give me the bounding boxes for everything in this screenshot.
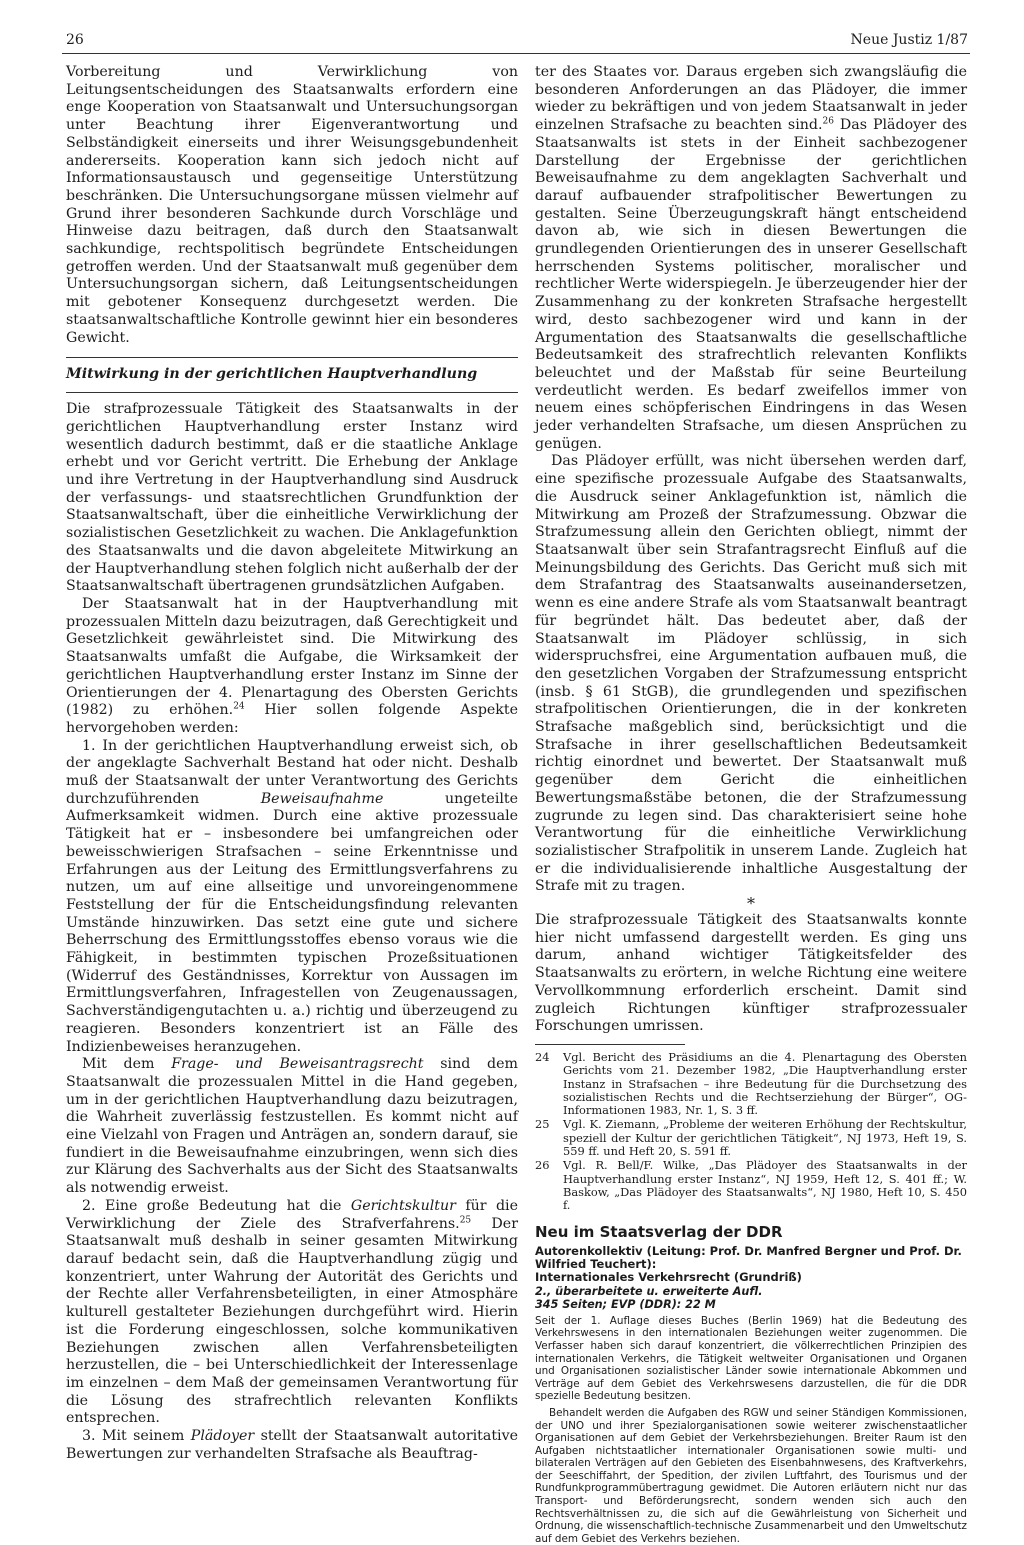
text-run: für die Verwirklichung der Ziele des Strafverfahrens. — [66, 1197, 518, 1232]
paragraph-question-rights — [66, 1056, 518, 1198]
paragraph-prosecution: Die strafprozessuale Tätigkeit des Staatsanwalts in der gerichtlichen Hauptverhandlung erster Instanz wird wesentlich dadurch bestimmt, daß er die staatliche Anklage erhebt und vor Gericht vertritt. Die Erhebung der Anklage und ihre Vertretung in der Hauptverhandlung sind Ausdruck der verfassungs- und staatsrechtlichen Grundfunktion der Staatsanwaltschaft, über die einheitliche Verwirklichung der sozialistischen Gesetzlichkeit zu wachen. Die Anklagefunktion des Staatsanwalts und die davon abgeleitete Mitwirkung an der Hauptverhandlung stehen folglich nicht außerhalb der der Staatsanwaltschaft übertragenen grundsätzlichen Aufgaben. — [66, 401, 518, 595]
footnote-number: 24 — [535, 1049, 550, 1064]
footnote — [535, 1051, 967, 1117]
right-column — [535, 64, 967, 1545]
paragraph-participation — [66, 596, 518, 738]
text-run: ter des Staates vor. Daraus ergeben sich zwangsläufig die besonderen Anforderungen an das Plädoyer, die immer wieder zu bekräftigen und von jedem Staatsanwalt in jeder einzelnen Strafsache zu beachten sind. — [535, 64, 967, 134]
text-run: Der Staatsanwalt hat in der Hauptverhandlung mit prozessualen Mitteln dazu beizutragen, daß Gerechtigkeit und Gesetzlichkeit gewährleistet sind. Die Mitwirkung des Staatsanwalts umfaßt die Aufgabe, die Wirksamkeit der gerichtlichen Hauptverhandlung erster Instanz im Sinne der Orientierungen der 4. Plenartagung des Obersten Gerichts (1982) zu erhöhen. — [66, 595, 518, 719]
header-rule — [62, 53, 970, 54]
emphasis: Plädoyer — [190, 1428, 255, 1445]
book-title: Internationales Verkehrsrecht (Grundriß) — [535, 1270, 802, 1285]
paragraph-sentencing: Das Plädoyer erfüllt, was nicht übersehen werden darf, eine spezifische prozessuale Aufgabe des Staatsanwalts, die Ausdruck seiner Anklagefunktion ist, nämlich die Mitwirkung am Prozeß der Strafzumessung. Obzwar die Strafzumessung allein den Gerichten obliegt, nimmt der Staatsanwalt über sein Strafantragsrecht Einfluß auf die Meinungsbildung des Gerichts. Das Gericht muß sich mit dem Strafantrag des Staatsanwalts auseinandersetzen, wenn es eine andere Strafe als vom Staatsanwalt beantragt für begründet hält. Das bedeutet aber, daß der Staatsanwalt im Plädoyer schlüssig, in sich widerspruchsfrei, eine Argumentation aufbauen muß, die den gesetzlichen Vorgaben der Strafzumessung entspricht (insb. § 61 StGB), die grundlegenden und spezifischen strafpolitischen Orientierungen, die in der konkreten Strafsache maßgeblich sind, berücksichtigt und die Strafsache in ihrer gesellschaftlichen Bedeutsamkeit richtig einordnet und bewertet. Der Staatsanwalt muß gegenüber dem Gericht die einheitlichen Bewertungsmaßstäbe betonen, die der Strafzumessung zugrunde zu legen sind. Das charakterisiert seine hohe Verantwortung für die einheitliche Verwirklichung sozialistischer Strafpolitik in unserem Lande. Zugleich hat er die individualisierende inhaltliche Ausgestaltung der Strafe mit zu tragen. — [535, 453, 967, 895]
text-run: Hier sollen folgende Aspekte hervorgehoben werden: — [66, 702, 518, 736]
text-run: Mit dem — [82, 1056, 172, 1073]
book-description: Behandelt werden die Aufgaben des RGW und seiner Ständigen Kommissionen, der UNO und ihrer Spezialorganisationen sowie weiterer zwischenstaatlicher Organisationen auf dem Gebiet der Verkehrsbeziehungen. Breiter Raum ist den Aufgaben nichtstaatlicher internationaler Organisationen sowie multi- und bilateralen Verträgen auf den Gebieten des Eisenbahnwesens, des Kraftverkehrs, der Seeschiffahrt, der Spedition, der zivilen Luftfahrt, des Tourismus und der Rundfunkprogrammübertragung gewidmet. Die Autoren erläutern nicht nur das Transport- und Beförderungsrecht, sondern wenden sich auch den Rechtsverhältnissen zu, die sich auf die Gewährleistung von Sicherheit und Ordnung, die wissenschaftlich-technische Zusammenarbeit und den Umweltschutz auf dem Gebiet des Verkehrs beziehen. — [535, 1406, 967, 1545]
footnote-text: Vgl. Bericht des Präsidiums an die 4. Plenartagung des Obersten Gerichts vom 21. Dezember 1982, „Die Hauptverhandlung erster Instanz in Strafsachen – ihre Bedeutung für die Durchsetzung des sozialistischen Rechts und die Rechtserziehung der Bürger“, OG-Informationen 1983, Nr. 1, S. 3 ff. — [563, 1049, 967, 1118]
footnote-text: Vgl. R. Bell/F. Wilke, „Das Plädoyer des Staatsanwalts in der Hauptverhandlung erster Instanz“, NJ 1959, Heft 12, S. 401 ff.; W. Baskow, „Das Plädoyer des Staatsanwalts“, NJ 1980, Heft 10, S. 450 f. — [563, 1158, 967, 1213]
paragraph-point-3 — [66, 1428, 518, 1463]
emphasis: Beweisaufnahme — [260, 790, 384, 807]
paragraph-point-2 — [66, 1198, 518, 1428]
footnote-number: 25 — [535, 1117, 550, 1132]
footnote-ref: 26 — [822, 116, 834, 127]
paragraph-cooperation: Vorbereitung und Verwirklichung von Leitungsentscheidungen des Staatsanwalts erfordern eine enge Kooperation von Staatsanwalt und Untersuchungsorgan unter Beachtung ihrer Eigenverantwortung und Selbständigkeit einerseits und ihrer Weisungsgebundenheit andererseits. Kooperation kann sich jedoch nicht auf Informationsaustausch und gegenseitige Unterstützung beschränken. Die Untersuchungsorgane müssen vielmehr auf Grund ihrer besonderen Sachkunde durch Vorschläge und Hinweise dazu beitragen, daß durch den Staatsanwalt sachkundige, rechtspolitisch begründete Entscheidungen getroffen werden. Und der Staatsanwalt muß gegenüber dem Untersuchungsorgan sichern, daß Leitungsentscheidungen mit gebotener Konsequenz durchgesetzt werden. Die staatsanwaltschaftliche Kontrolle gewinnt hier ein besonderes Gewicht. — [66, 64, 518, 346]
emphasis: Frage- und Beweisantragsrecht — [171, 1056, 424, 1073]
footnote-ref: 24 — [233, 701, 245, 712]
footnote-rule — [535, 1044, 685, 1045]
book-description: Seit der 1. Auflage dieses Buches (Berlin 1969) hat die Bedeutung des Verkehrswesens in den internationalen Beziehungen weiter zugenommen. Die Verfasser haben sich darauf konzentriert, die völkerrechtlichen Prinzipien des internationalen Verkehrs, die Tätigkeit weltweiter Organisationen und Organen und Organisationen sozialistischer Länder sowie internationale Abkommen und Verträge auf dem Gebiet des Verkehrswesens darzustellen, die für die DDR spezielle Bedeutung besitzen. — [535, 1314, 967, 1403]
text-run: 3. Mit seinem — [82, 1428, 191, 1445]
footnote — [535, 1159, 967, 1212]
footnote-number: 26 — [535, 1158, 550, 1173]
section-title: Mitwirkung in der gerichtlichen Hauptverhandlung — [66, 366, 478, 383]
footnote-text: Vgl. K. Ziemann, „Probleme der weiteren Erhöhung der Rechtskultur, speziell der Kultur der gerichtlichen Tätigkeit“, NJ 1973, Heft 19, S. 559 ff. und Heft 20, S. 591 ff. — [563, 1117, 967, 1159]
left-column — [66, 64, 518, 1463]
section-asterisk: * — [747, 894, 755, 914]
book-section-title: Neu im Staatsverlag der DDR — [535, 1222, 783, 1241]
book-edition: 2., überarbeitete u. erweiterte Aufl. — [535, 1284, 763, 1298]
text-run: 1. In der gerichtlichen Hauptverhandlung erweist sich, ob der angeklagte Sachverhalt Bestand hat oder nicht. Deshalb muß der Staatsanwalt der unter Verantwortung des Gerichts durchzuführenden — [66, 737, 518, 807]
text-run: sind dem Staatsanwalt die prozessualen Mittel in die Hand gegeben, um in der gerichtlichen Hauptverhandlung dazu beizutragen, die Wahrheit zuverlässig festzustellen. Es kommt nicht auf eine Vielzahl von Fragen und Anträgen an, sondern darauf, sie fundiert in die Beweisaufnahme einzubringen, wenn sich dies zur Klärung des Sachverhalts aus der Sicht des Staatsanwalts als notwendig erweist. — [66, 1056, 518, 1197]
text-run: stellt der Staatsanwalt autoritative Bewertungen zur verhandelten Strafsache als Beauftrag- — [66, 1428, 518, 1462]
footnote — [535, 1118, 967, 1158]
section-rule — [66, 392, 518, 393]
emphasis: Gerichtskultur — [350, 1197, 456, 1214]
paragraph-plea — [535, 64, 967, 453]
book-authors: Autorenkollektiv (Leitung: Prof. Dr. Manfred Bergner und Prof. Dr. Wilfried Teuchert): — [535, 1243, 962, 1271]
footnote-ref: 25 — [459, 1214, 472, 1225]
section-rule — [66, 357, 518, 358]
paragraph-point-1 — [66, 738, 518, 1057]
text-run: ungeteilte Aufmerksamkeit widmen. Durch eine aktive prozessuale Tätigkeit hat er – insbesondere bei umfangreichen oder beweisschwierigen Strafsachen – seine Erkenntnisse und Erfahrungen aus der Leitung des Ermittlungsverfahrens zu nutzen, um auf eine allseitige und unvoreingenommene Feststellung der für die Entscheidungsfindung relevanten Umstände hinzuwirken. Das setzt eine gute und sichere Beherrschung des Ermittlungsstoffes ebenso voraus wie die Fähigkeit, in bestimmten typischen Prozeßsituationen (Widerruf des Geständnisses, Korrektur von Aussagen im Ermittlungsverfahren, Infragestellen von Zeugenaussagen, Sachverständigengutachten u. a.) richtig und überzeugend zu reagieren. Besonders konzentriert ist an Fälle des Indizienbeweises heranzugehen. — [66, 790, 518, 1055]
text-run: 2. Eine große Bedeutung hat die — [82, 1197, 351, 1214]
journal-title: Neue Justiz 1/87 — [850, 32, 968, 48]
paragraph-conclusion: Die strafprozessuale Tätigkeit des Staatsanwalts konnte hier nicht umfassend dargestellt werden. Es ging uns darum, anhand wichtiger Tätigkeitsfelder des Staatsanwalts zu erörtern, in welche Richtung eine weitere Vervollkommnung erforderlich erscheint. Damit sind zugleich Richtungen künftiger strafprozessualer Forschungen umrissen. — [535, 912, 967, 1035]
text-run: Der Staatsanwalt muß deshalb in seiner gesamten Mitwirkung darauf bedacht sein, daß die Hauptverhandlung zügig und konzentriert, unter Wahrung der Autorität des Gerichts und der Rechte aller Verfahrensbeteiligten, in einer Atmosphäre kulturell gestalteter Beziehungen durchgeführt wird. Hierin ist die Forderung eingeschlossen, solche kommunikativen Beziehungen zwischen allen Verfahrensbeteiligten herzustellen, die – bei Unterschiedlichkeit der Interessenlage im einzelnen – dem Maß der gemeinsamen Verantwortung für die Lösung des strafrechtlich relevanten Konflikts entsprechen. — [66, 1215, 518, 1427]
page-number: 26 — [66, 32, 84, 48]
book-pages-price: 345 Seiten; EVP (DDR): 22 M — [535, 1297, 716, 1311]
text-run: Das Plädoyer des Staatsanwalts ist stets in der Einheit sachbezogener Darstellung der Ergebnisse der gerichtlichen Beweisaufnahme zu dem angeklagten Sachverhalt und darauf aufbauender strafpolitischer Bewertungen zu gestalten. Seine Überzeugungskraft hängt entscheidend davon ab, wie sich in diesen Bewertungen die grundlegenden Orientierungen des in unserer Gesellschaft herrschenden Systems politischer, moralischer und rechtlicher Werte widerspiegeln. Je überzeugender hier der Zusammenhang zu der konkreten Strafsache hergestellt wird, desto sachbezogener wird und kann in der Argumentation des Staatsanwalts die gesellschaftliche Bedeutsamkeit des strafrechtlich relevanten Konflikts beleuchtet und der Maßstab für seine Beurteilung verdeutlicht werden. Es bedarf zweifellos immer von neuem eines schöpferischen Eindringens in das Wesen jeder verhandelten Strafsache, um diesen Ansprüchen zu genügen. — [535, 117, 968, 452]
